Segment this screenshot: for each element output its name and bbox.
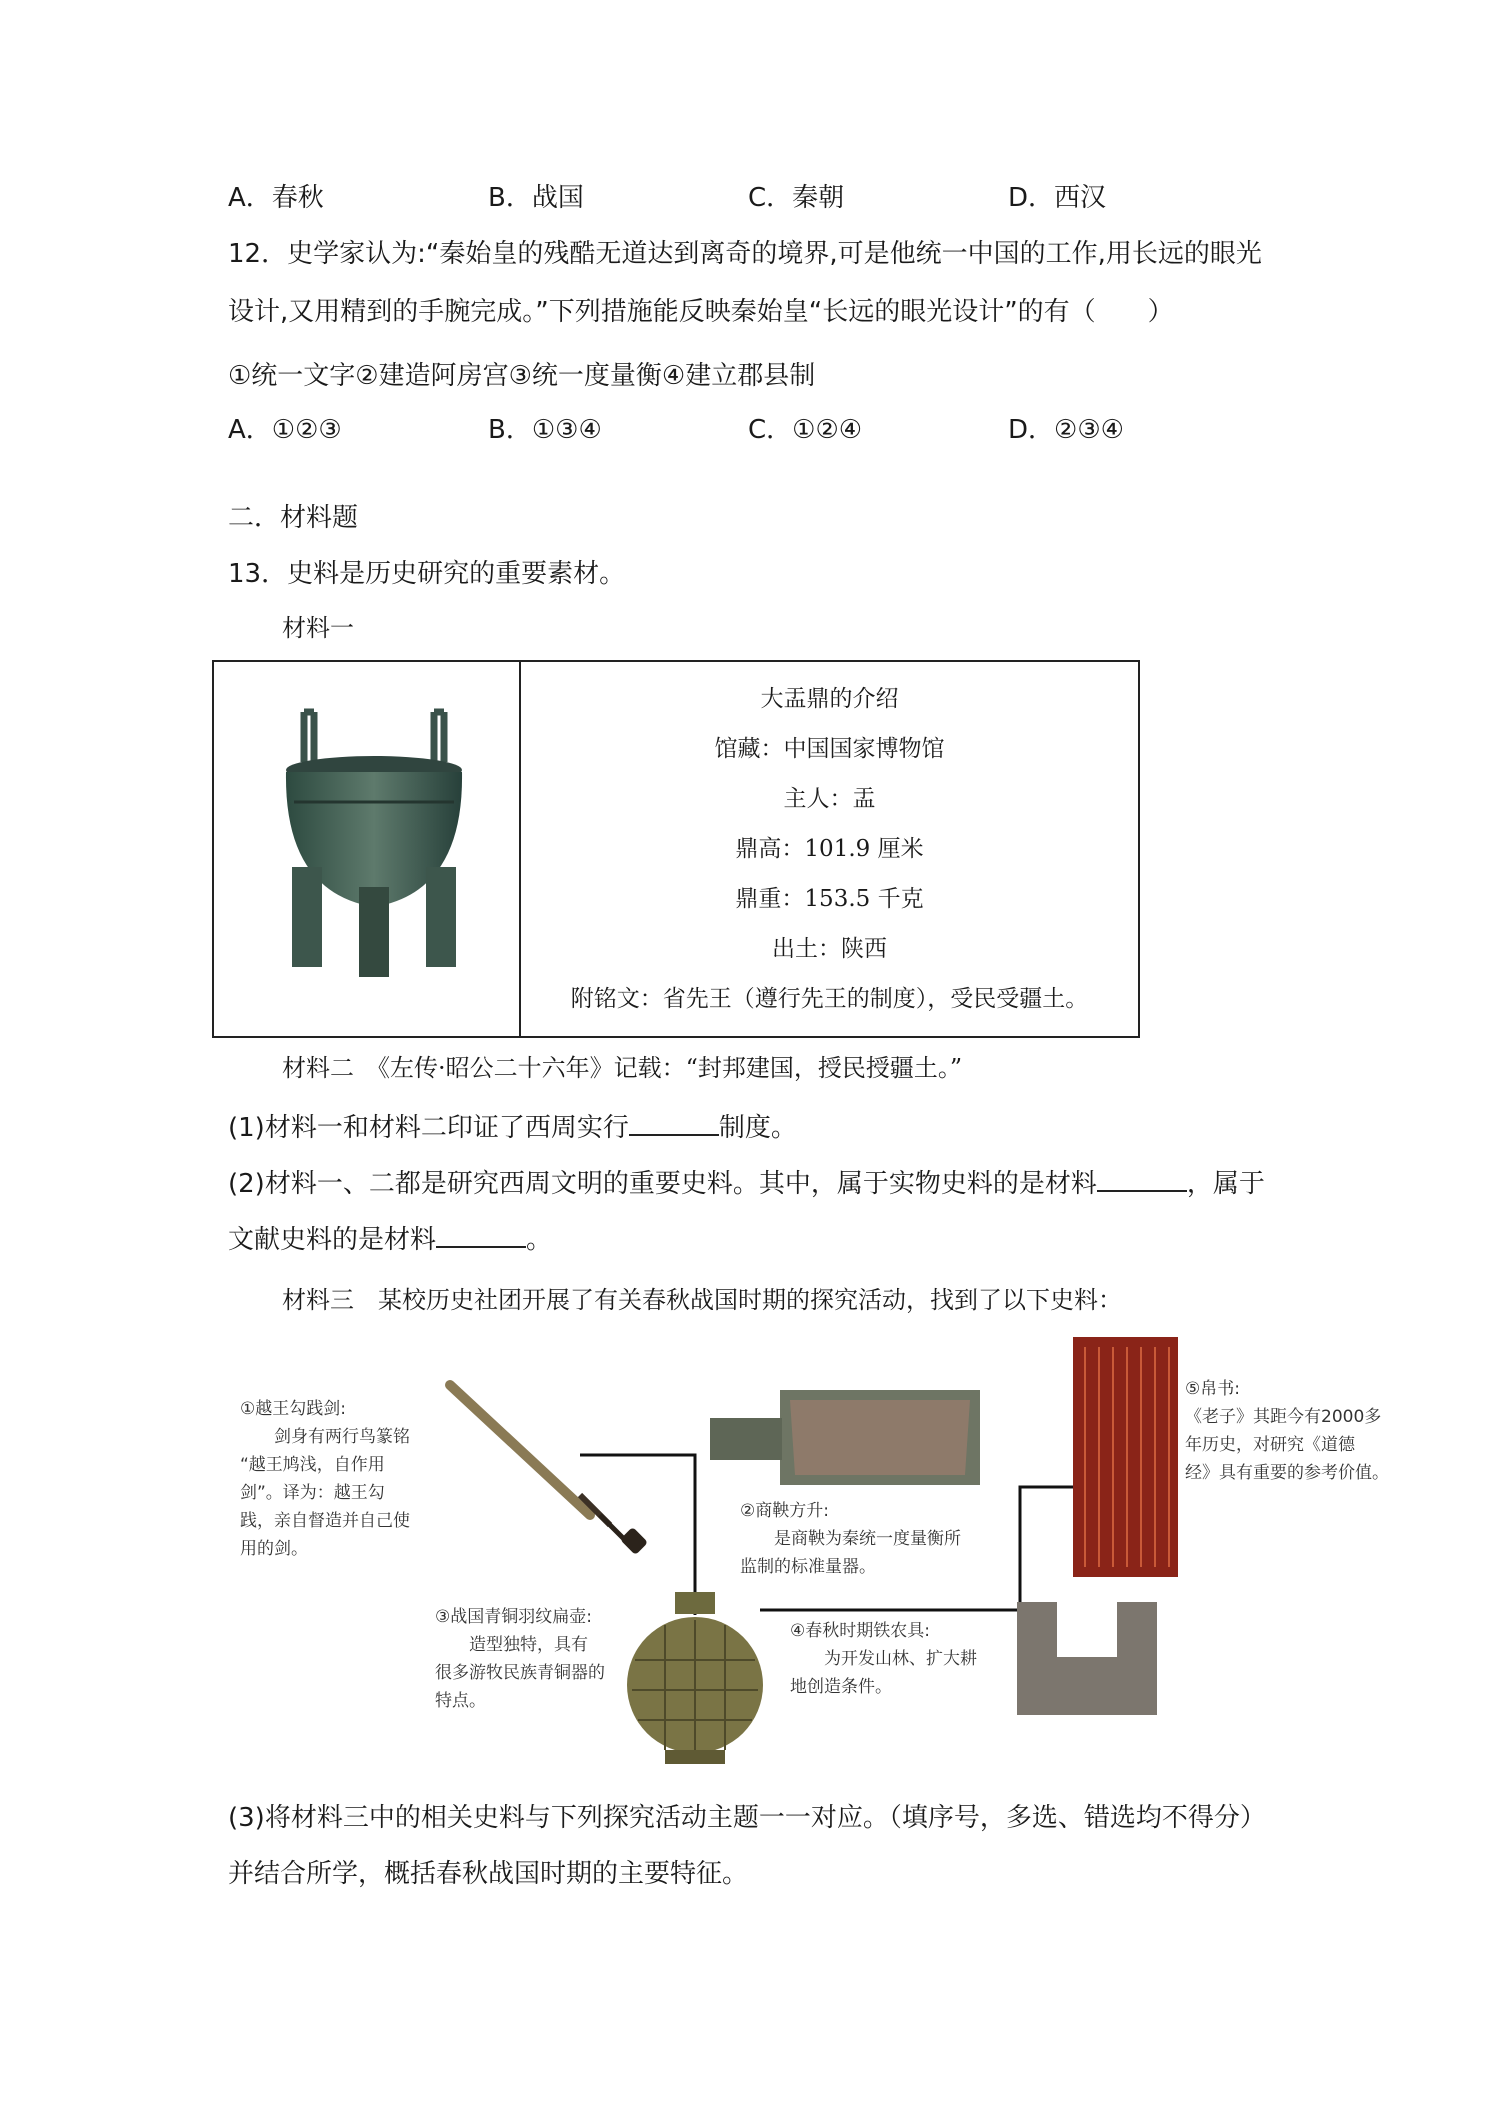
q12-items: ①统一文字②建造阿房宫③统一度量衡④建立郡县制 xyxy=(228,361,816,391)
ding-owner: 主人：盂 xyxy=(783,786,876,812)
yue-sword-image xyxy=(440,1375,660,1555)
q11-option-b: B．战国 xyxy=(488,183,584,213)
ding-collection: 馆藏：中国国家博物馆 xyxy=(714,736,945,762)
q12-stem-line1: 12．史学家认为:“秦始皇的残酷无道达到离奇的境界,可是他统一中国的工作,用长远的眼光 xyxy=(228,239,1262,269)
bronze-ding-image xyxy=(274,692,474,1002)
section-heading: 二．材料题 xyxy=(228,503,359,533)
caption-5-title: ⑤帛书: xyxy=(1185,1379,1240,1399)
q12-stem-line2: 设计,又用精到的手腕完成。”下列措施能反映秦始皇“长远的眼光设计”的有（ ） xyxy=(228,297,1174,327)
ding-excavation: 出土：陕西 xyxy=(772,936,887,962)
caption-3-line: 很多游牧民族青铜器的 xyxy=(435,1663,605,1683)
caption-5-line: 经》具有重要的参考价值。 xyxy=(1185,1463,1389,1483)
material-one-info xyxy=(521,662,1138,1036)
caption-2-line: 监制的标准量器。 xyxy=(740,1557,876,1577)
caption-1-line: 践，亲自督造并自己使 xyxy=(240,1511,410,1531)
sub2-text-c: 文献史料的是材料 xyxy=(228,1225,437,1255)
caption-4-title: ④春秋时期铁农具: xyxy=(790,1621,930,1641)
ding-weight: 鼎重：153.5 千克 xyxy=(735,886,924,912)
bronze-flask-image xyxy=(620,1590,770,1765)
material-three: 材料三 某校历史社团开展了有关春秋战国时期的探究活动，找到了以下史料： xyxy=(282,1286,1122,1314)
ding-inscription: 附铭文：省先王（遵行先王的制度），受民受疆土。 xyxy=(570,986,1089,1012)
q13-stem: 13．史料是历史研究的重要素材。 xyxy=(228,559,626,589)
material-one-label: 材料一 xyxy=(282,614,354,642)
sub1-text-a: (1)材料一和材料二印证了西周实行 xyxy=(228,1113,629,1143)
q11-option-d: D．西汉 xyxy=(1008,183,1107,213)
sub2-text-d: 。 xyxy=(526,1225,553,1255)
caption-5-line: 年历史，对研究《道德 xyxy=(1185,1435,1355,1455)
q11-option-c: C．秦朝 xyxy=(748,183,845,213)
sub2-blank-2[interactable] xyxy=(436,1222,526,1248)
caption-2-title: ②商鞅方升: xyxy=(740,1501,829,1521)
sub1-blank[interactable] xyxy=(629,1110,719,1136)
q12-option-a: A．①②③ xyxy=(228,415,342,445)
caption-1-line: 用的剑。 xyxy=(240,1539,308,1559)
sub-question-3-cont: 并结合所学，概括春秋战国时期的主要特征。 xyxy=(228,1859,749,1889)
q11-option-a: A．春秋 xyxy=(228,183,324,213)
caption-3-title: ③战国青铜羽纹扁壶: xyxy=(435,1607,592,1627)
shangyang-measure-image xyxy=(710,1380,990,1490)
sub2-text-a: (2)材料一、二都是研究西周文明的重要史料。其中，属于实物史料的是材料 xyxy=(228,1169,1097,1199)
iron-tool-image xyxy=(1012,1597,1162,1717)
sub-question-1 xyxy=(228,1110,797,1146)
caption-3-line: 造型独特，具有 xyxy=(469,1635,588,1655)
caption-1-line: 剑身有两行鸟篆铭 xyxy=(274,1427,410,1447)
ding-height: 鼎高：101.9 厘米 xyxy=(735,836,924,862)
caption-2 xyxy=(740,1497,961,1581)
caption-5-line: 《老子》其距今有2000多 xyxy=(1185,1407,1382,1427)
sub-question-3: (3)将材料三中的相关史料与下列探究活动主题一一对应。（填序号，多选、错选均不得分） xyxy=(228,1803,1266,1833)
caption-5 xyxy=(1185,1375,1389,1487)
sub1-text-b: 制度。 xyxy=(718,1113,797,1143)
caption-3 xyxy=(435,1603,605,1715)
caption-1 xyxy=(240,1395,410,1563)
sub-question-2 xyxy=(228,1166,1265,1202)
q12-option-b: B．①③④ xyxy=(488,415,602,445)
q12-option-d: D．②③④ xyxy=(1008,415,1124,445)
caption-1-line: “越王鸠浅，自作用 xyxy=(240,1455,385,1475)
q12-option-c: C．①②④ xyxy=(748,415,863,445)
caption-4-line: 为开发山林、扩大耕 xyxy=(824,1649,977,1669)
caption-1-line: 剑”。译为：越王勾 xyxy=(240,1483,385,1503)
sub2-text-b: ，属于 xyxy=(1186,1169,1265,1199)
sub-question-2-cont xyxy=(228,1222,552,1258)
caption-3-line: 特点。 xyxy=(435,1691,486,1711)
caption-4 xyxy=(790,1617,977,1701)
silk-manuscript-image xyxy=(1073,1337,1178,1577)
caption-2-line: 是商鞅为秦统一度量衡所 xyxy=(774,1529,961,1549)
caption-1-title: ①越王勾践剑: xyxy=(240,1399,346,1419)
material-three-collage xyxy=(230,1335,1410,1765)
material-one-table xyxy=(212,660,1140,1038)
sub2-blank-1[interactable] xyxy=(1097,1166,1187,1192)
ding-title: 大盂鼎的介绍 xyxy=(760,686,899,712)
material-two: 材料二 《左传·昭公二十六年》记载：“封邦建国，授民授疆土。” xyxy=(282,1054,963,1082)
caption-4-line: 地创造条件。 xyxy=(790,1677,892,1697)
